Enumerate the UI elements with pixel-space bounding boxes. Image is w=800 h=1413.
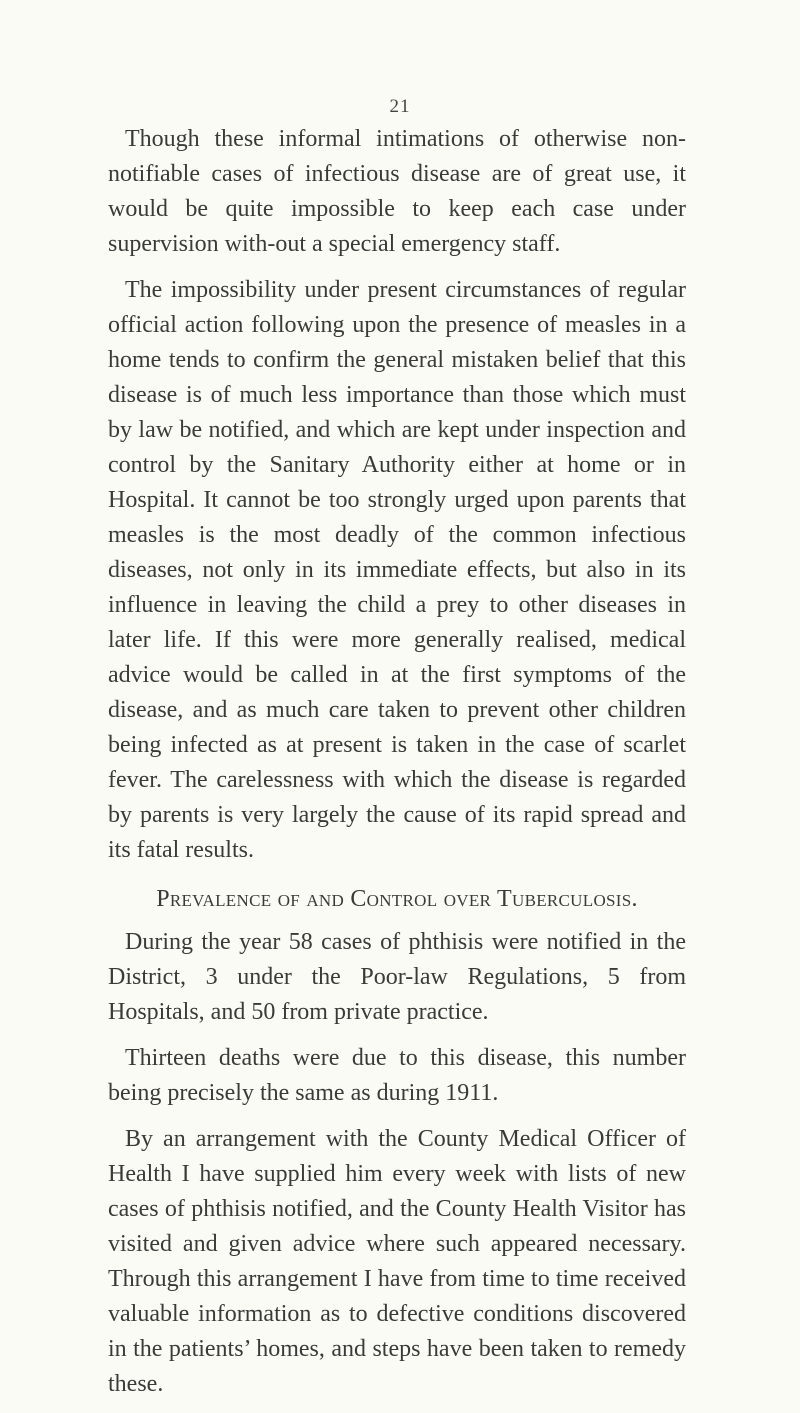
- page-number: 21: [389, 96, 411, 117]
- paragraph-deaths: Thirteen deaths were due to this disease, this number being precisely the same as during 1911.: [108, 1045, 686, 1106]
- body-text: [108, 122, 686, 1413]
- paragraph-informal-intimations: Though these informal intimations of otherwise non-notifiable cases of infectious disease are of great use, it would be quite impossible to keep each case under supervision with-out a special emergency staff.: [108, 126, 686, 257]
- section-heading-tuberculosis: Prevalence of and Control over Tuberculosis.: [156, 886, 638, 912]
- paragraph-phthisis-cases: During the year 58 cases of phthisis were notified in the District, 3 under the Poor-law Regulations, 5 from Hospitals, and 50 from private practice.: [108, 929, 686, 1025]
- paragraph-measles: The impossibility under present circumstances of regular official action following upon the presence of measles in a home tends to confirm the general mistaken belief that this disease is of much less importance than those which must by law be notified, and which are kept under inspection and control by the Sanitary Authority either at home or in Hospital. It cannot be too strongly urged upon parents that measles is the most deadly of the common infectious diseases, not only in its immediate effects, but also in its influence in leaving the child a prey to other diseases in later life. If this were more generally realised, medical advice would be called in at the first symptoms of the disease, and as much care taken to prevent other children being infected as at present is taken in the case of scarlet fever. The carelessness with which the disease is regarded by parents is very largely the cause of its rapid spread and its fatal results.: [108, 277, 686, 863]
- paragraph-arrangement: By an arrangement with the County Medical Officer of Health I have supplied him every week with lists of new cases of phthisis notified, and the County Health Visitor has visited and given advice where such appeared necessary. Through this arrangement I have from time to time received valuable information as to defective conditions discovered in the patients’ homes, and steps have been taken to remedy these.: [108, 1126, 686, 1397]
